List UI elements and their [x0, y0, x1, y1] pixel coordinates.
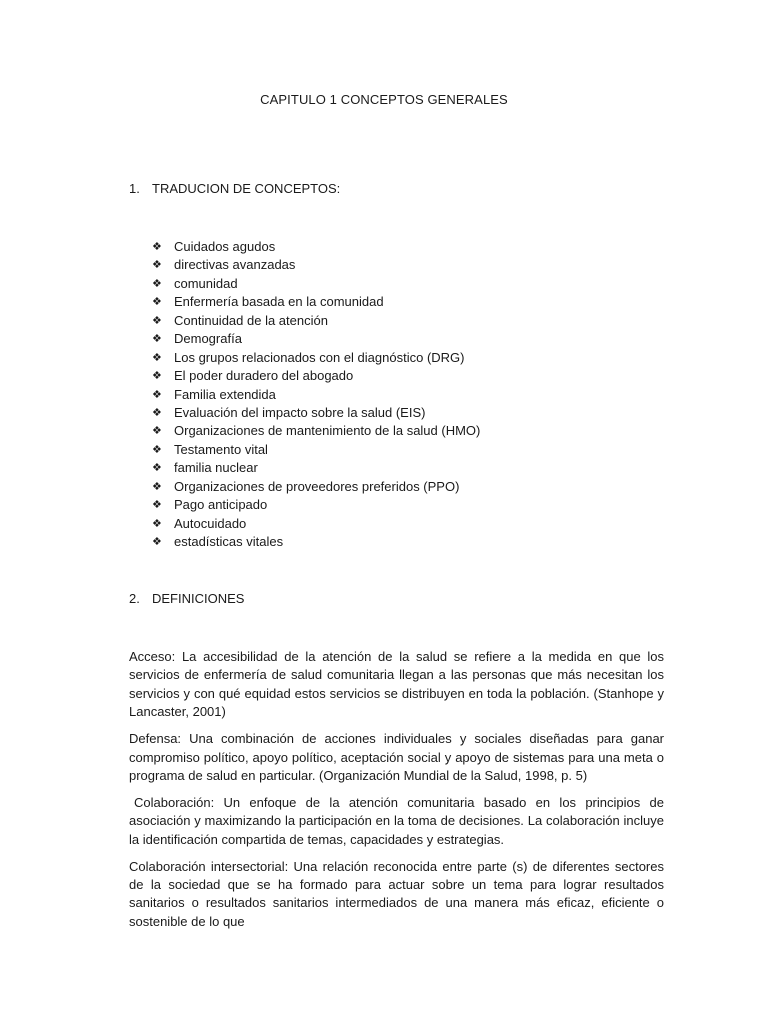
list-item: ❖ El poder duradero del abogado: [152, 367, 480, 385]
bullet-icon: ❖: [152, 314, 162, 327]
section-heading-2: [129, 591, 244, 606]
bullet-icon: ❖: [152, 406, 162, 419]
bullet-icon: ❖: [152, 333, 162, 346]
definitions-body: [129, 648, 664, 940]
bullet-icon: ❖: [152, 259, 162, 272]
list-item: ❖ Organizaciones de proveedores preferidos (PPO): [152, 478, 480, 496]
list-item: ❖ comunidad: [152, 275, 480, 293]
bullet-icon: ❖: [152, 499, 162, 512]
list-item: ❖ Los grupos relacionados con el diagnóstico (DRG): [152, 349, 480, 367]
bullet-icon: ❖: [152, 425, 162, 438]
section-title: DEFINICIONES: [152, 591, 245, 606]
bullet-icon: ❖: [152, 443, 162, 456]
bullet-icon: ❖: [152, 517, 162, 530]
list-item: ❖ Familia extendida: [152, 386, 480, 404]
bullet-icon: ❖: [152, 480, 162, 493]
list-item: ❖ Demografía: [152, 330, 480, 348]
bullet-icon: ❖: [152, 296, 162, 309]
list-item: ❖ Continuidad de la atención: [152, 312, 480, 330]
bullet-icon: ❖: [152, 351, 162, 364]
list-item: ❖ Evaluación del impacto sobre la salud (EIS): [152, 404, 480, 422]
list-item: ❖ Cuidados agudos: [152, 238, 480, 256]
definition-paragraph: Colaboración: Un enfoque de la atención comunitaria basado en los principios de asociación y maximizando la participación en la toma de decisiones. La colaboración incluye la identificación compartida de temas, capacidades y estrategias.: [129, 794, 664, 847]
section-title: TRADUCION DE CONCEPTOS:: [152, 181, 341, 196]
bullet-icon: ❖: [152, 241, 162, 253]
bullet-icon: ❖: [152, 462, 162, 475]
list-item: ❖ Testamento vital: [152, 441, 480, 459]
document-title: CAPITULO 1 CONCEPTOS GENERALES: [260, 92, 508, 107]
list-item: ❖ Enfermería basada en la comunidad: [152, 293, 480, 311]
list-item: ❖ directivas avanzadas: [152, 256, 480, 274]
section-heading-1: [129, 181, 340, 196]
bullet-icon: ❖: [152, 370, 162, 383]
list-item: ❖ Autocuidado: [152, 515, 480, 533]
definition-paragraph: Defensa: Una combinación de acciones individuales y sociales diseñadas para ganar compromiso político, apoyo político, aceptación social y apoyo de sistemas para una meta o programa de salud en particular. (Organización Mundial de la Salud, 1998, p. 5): [129, 731, 664, 783]
bullet-icon: ❖: [152, 277, 162, 290]
list-item: ❖ Organizaciones de mantenimiento de la salud (HMO): [152, 422, 480, 440]
section-number: 2.: [129, 591, 140, 606]
list-item: ❖ familia nuclear: [152, 459, 480, 477]
definition-paragraph: Acceso: La accesibilidad de la atención de la salud se refiere a la medida en que los servicios de enfermería de salud comunitaria llegan a las personas que más necesitan los servicios y con qué equidad estos servicios se distribuyen en toda la población. (Stanhope y Lancaster, 2001): [129, 649, 664, 720]
bullet-icon: ❖: [152, 388, 162, 401]
concept-list: [152, 238, 480, 551]
bullet-icon: ❖: [152, 536, 162, 548]
section-number: 1.: [129, 181, 140, 196]
definition-paragraph: Colaboración intersectorial: Una relación reconocida entre parte (s) de diferentes sectores de la sociedad que se ha formado para actuar sobre un tema para lograr resultados sanitarios o resultados sanitarios intermediados de una manera más eficaz, eficiente o sostenible de lo que: [129, 858, 664, 929]
list-item: ❖ Pago anticipado: [152, 496, 480, 514]
list-item: ❖ estadísticas vitales: [152, 533, 480, 551]
